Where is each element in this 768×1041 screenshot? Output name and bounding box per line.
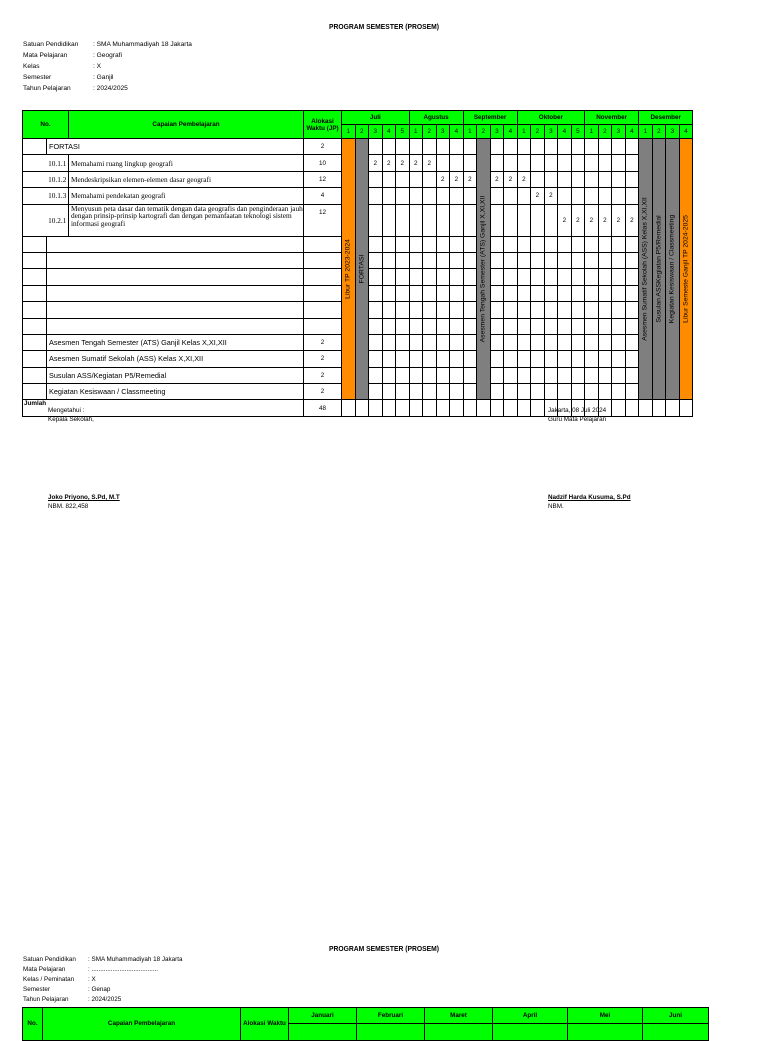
month-header: April [493,1008,568,1024]
jp-value [304,236,342,252]
week-allocation: 2 [598,204,612,236]
jp-value: 2 [304,367,342,383]
cp-description [47,285,304,301]
info-value: : Geografi [93,52,122,59]
total-label: Jumlah [23,400,304,416]
jp-value: 12 [304,204,342,236]
month-header: Oktober [517,111,585,125]
week-allocation: 2 [369,155,383,171]
week-number: 1 [517,125,531,139]
header-alokasi: Alokasi Waktu (JP) [304,111,342,139]
vertical-ats [477,139,491,400]
month-header: Agustus [409,111,463,125]
jp-value [304,269,342,285]
week-allocation: 2 [409,155,423,171]
cp-description: Memahami pendekatan geografi [69,188,304,204]
cp-description [47,269,304,285]
week-number: 2 [652,125,666,139]
week-number: 1 [342,125,356,139]
vertical-label: Libur TP 2023-2024 [344,239,352,300]
vertical-libur_tp [342,139,356,400]
sign-left-line2: Kepala Sekolah, [48,415,94,423]
month-header: Mei [568,1008,643,1024]
info-label: Satuan Pendidikan [23,956,76,963]
vertical-fortasi [355,139,369,400]
week-allocation: 2 [531,188,545,204]
week-allocation: 2 [625,204,639,236]
week-allocation: 2 [585,204,599,236]
week-number: 3 [436,125,450,139]
cp-description: Asesmen Tengah Semester (ATS) Ganjil Kelas X,XI,XII [47,334,304,350]
cp-code: 10.1.2 [47,171,69,187]
week-number: 1 [409,125,423,139]
vertical-libur_sem [679,139,693,400]
week-number: 2 [423,125,437,139]
jp-value: 2 [304,139,342,155]
month-header: November [585,111,639,125]
info-value: : SMA Muhammadiyah 18 Jakarta [88,956,183,963]
month-header: Desember [639,111,693,125]
vertical-susulan [652,139,666,400]
info-label: Tahun Pelajaran [23,85,71,92]
jp-value: 10 [304,155,342,171]
week-number: 3 [666,125,680,139]
week-number: 1 [463,125,477,139]
month-header: Maret [425,1008,493,1024]
table-row [23,139,693,155]
vertical-label: Kegiatan Kesiswaan / Classmeeting [668,215,676,324]
cp-description: Kegiatan Kesiswaan / Classmeeting [47,384,304,400]
week-allocation: 2 [423,155,437,171]
sign-right-line1: Jakarta, 08 Juli 2024 [548,407,607,414]
week-number: 2 [531,125,545,139]
page-title: PROGRAM SEMESTER (PROSEM) [329,22,439,31]
week-number: 4 [558,125,572,139]
headmaster-signature-block [48,407,94,424]
jp-value [304,285,342,301]
week-number: 4 [450,125,464,139]
week-number: 2 [598,125,612,139]
week-number: 3 [544,125,558,139]
info-label: Satuan Pendidikan [23,41,79,48]
info-label: Mata Pelajaran [23,966,66,973]
info-label: Kelas / Peminatan [23,976,75,983]
week-number: 3 [490,125,504,139]
week-number: 5 [571,125,585,139]
info-value: : Ganjil [93,74,114,81]
teacher-name: Nadzif Harda Kusuma, S.Pd [548,494,631,501]
jp-value [304,318,342,334]
vertical-label: Asesmen Tengah Semester (ATS) Ganjil X,XI,XII [479,195,487,343]
jp-value: 2 [304,351,342,367]
headmaster-name: Joko Priyono, S.Pd, M.T [48,494,120,501]
sign-left-line1: Mengetahui : [48,407,85,414]
cp-code: 10.2.1 [47,204,69,236]
header-no: No. [23,1008,43,1041]
jp-value [304,252,342,268]
info-value: : X [93,63,102,70]
jp-value [304,302,342,318]
week-number: 4 [382,125,396,139]
week-allocation: 2 [490,171,504,187]
info-label: Semester [23,74,52,81]
header-capaian: Capaian Pembelajaran [43,1008,241,1041]
jp-value: 2 [304,334,342,350]
info-value: : 2024/2025 [88,996,122,1003]
cp-code: 10.1.1 [47,155,69,171]
headmaster-name-block [48,494,120,511]
identity-block-2 [23,955,323,1005]
cp-description [47,302,304,318]
headmaster-nbm: NBM. 822,458 [48,502,89,510]
month-header: September [463,111,517,125]
week-allocation: 2 [436,171,450,187]
month-header: Januari [289,1008,357,1024]
month-header: Juni [643,1008,709,1024]
header-alokasi: Alokasi Waktu [241,1008,289,1041]
week-allocation: 2 [558,204,572,236]
week-number: 1 [639,125,653,139]
cp-description [47,318,304,334]
jp-value: 12 [304,171,342,187]
cp-description: Menyusun peta dasar dan tematik dengan data geografis dan penginderaan jauh dengan prinsip-prinsip kartografi dan dengan pemanfaatan teknologi sistem informasi geografi [69,204,304,236]
vertical-ass [639,139,653,400]
week-allocation: 2 [382,155,396,171]
vertical-label: Libur Semeste Ganjil TP 2024-2025 [682,215,690,324]
week-number: 2 [355,125,369,139]
week-number: 1 [585,125,599,139]
info-label: Mata Pelajaran [23,52,68,59]
teacher-name-block [548,494,631,511]
vertical-kegiatan [666,139,680,400]
info-label: Semester [23,986,50,993]
sign-right-line2: Guru Mata Pelajaran [548,415,607,423]
teacher-signature-block [548,407,606,424]
page-title-2: PROGRAM SEMESTER (PROSEM) [329,944,439,953]
jp-value: 4 [304,188,342,204]
cp-description [47,252,304,268]
cp-description: Mendeskripsikan elemen-elemen dasar geografi [69,171,304,187]
cp-description: Asesmen Sumatif Sekolah (ASS) Kelas X,XI,XII [47,351,304,367]
week-number: 3 [369,125,383,139]
week-number: 4 [679,125,693,139]
month-header: Februari [357,1008,425,1024]
identity-block [23,40,323,95]
info-value: : X [88,976,96,983]
prosem-table [22,110,693,417]
info-label: Kelas [23,63,40,70]
week-allocation: 2 [517,171,531,187]
info-label: Tahun Pelajaran [23,996,69,1003]
week-allocation: 2 [504,171,518,187]
info-value: : Genap [88,986,111,993]
vertical-label: FORTASI [358,254,366,284]
cp-description: Susulan ASS/Kegiatan P5/Remedial [47,367,304,383]
vertical-label: Susulan ASSKegiatan P5/Remedial [655,215,663,323]
teacher-nbm: NBM. [548,502,564,510]
week-number: 2 [477,125,491,139]
info-value: : ...................................... [88,966,158,973]
cp-description: FORTASI [47,139,304,155]
week-number: 3 [612,125,626,139]
week-number: 4 [625,125,639,139]
month-header: Juli [342,111,410,125]
total-value: 48 [304,400,342,416]
week-allocation: 2 [463,171,477,187]
header-capaian: Capaian Pembelajaran [69,111,304,139]
jp-value: 2 [304,384,342,400]
vertical-label: Asesmen Sumatif Sekolah (ASS) Kelas X,XI,XII [641,197,649,342]
cp-code: 10.1.3 [47,188,69,204]
info-value: : SMA Muhammadiyah 18 Jakarta [93,41,192,48]
week-number: 4 [504,125,518,139]
week-allocation: 2 [571,204,585,236]
cp-description [47,236,304,252]
week-number: 5 [396,125,410,139]
header-no: No. [23,111,69,139]
week-allocation: 2 [612,204,626,236]
week-allocation: 2 [544,188,558,204]
cp-description: Memahami ruang lingkup geografi [69,155,304,171]
info-value: : 2024/2025 [93,85,128,92]
week-allocation: 2 [450,171,464,187]
week-allocation: 2 [396,155,410,171]
